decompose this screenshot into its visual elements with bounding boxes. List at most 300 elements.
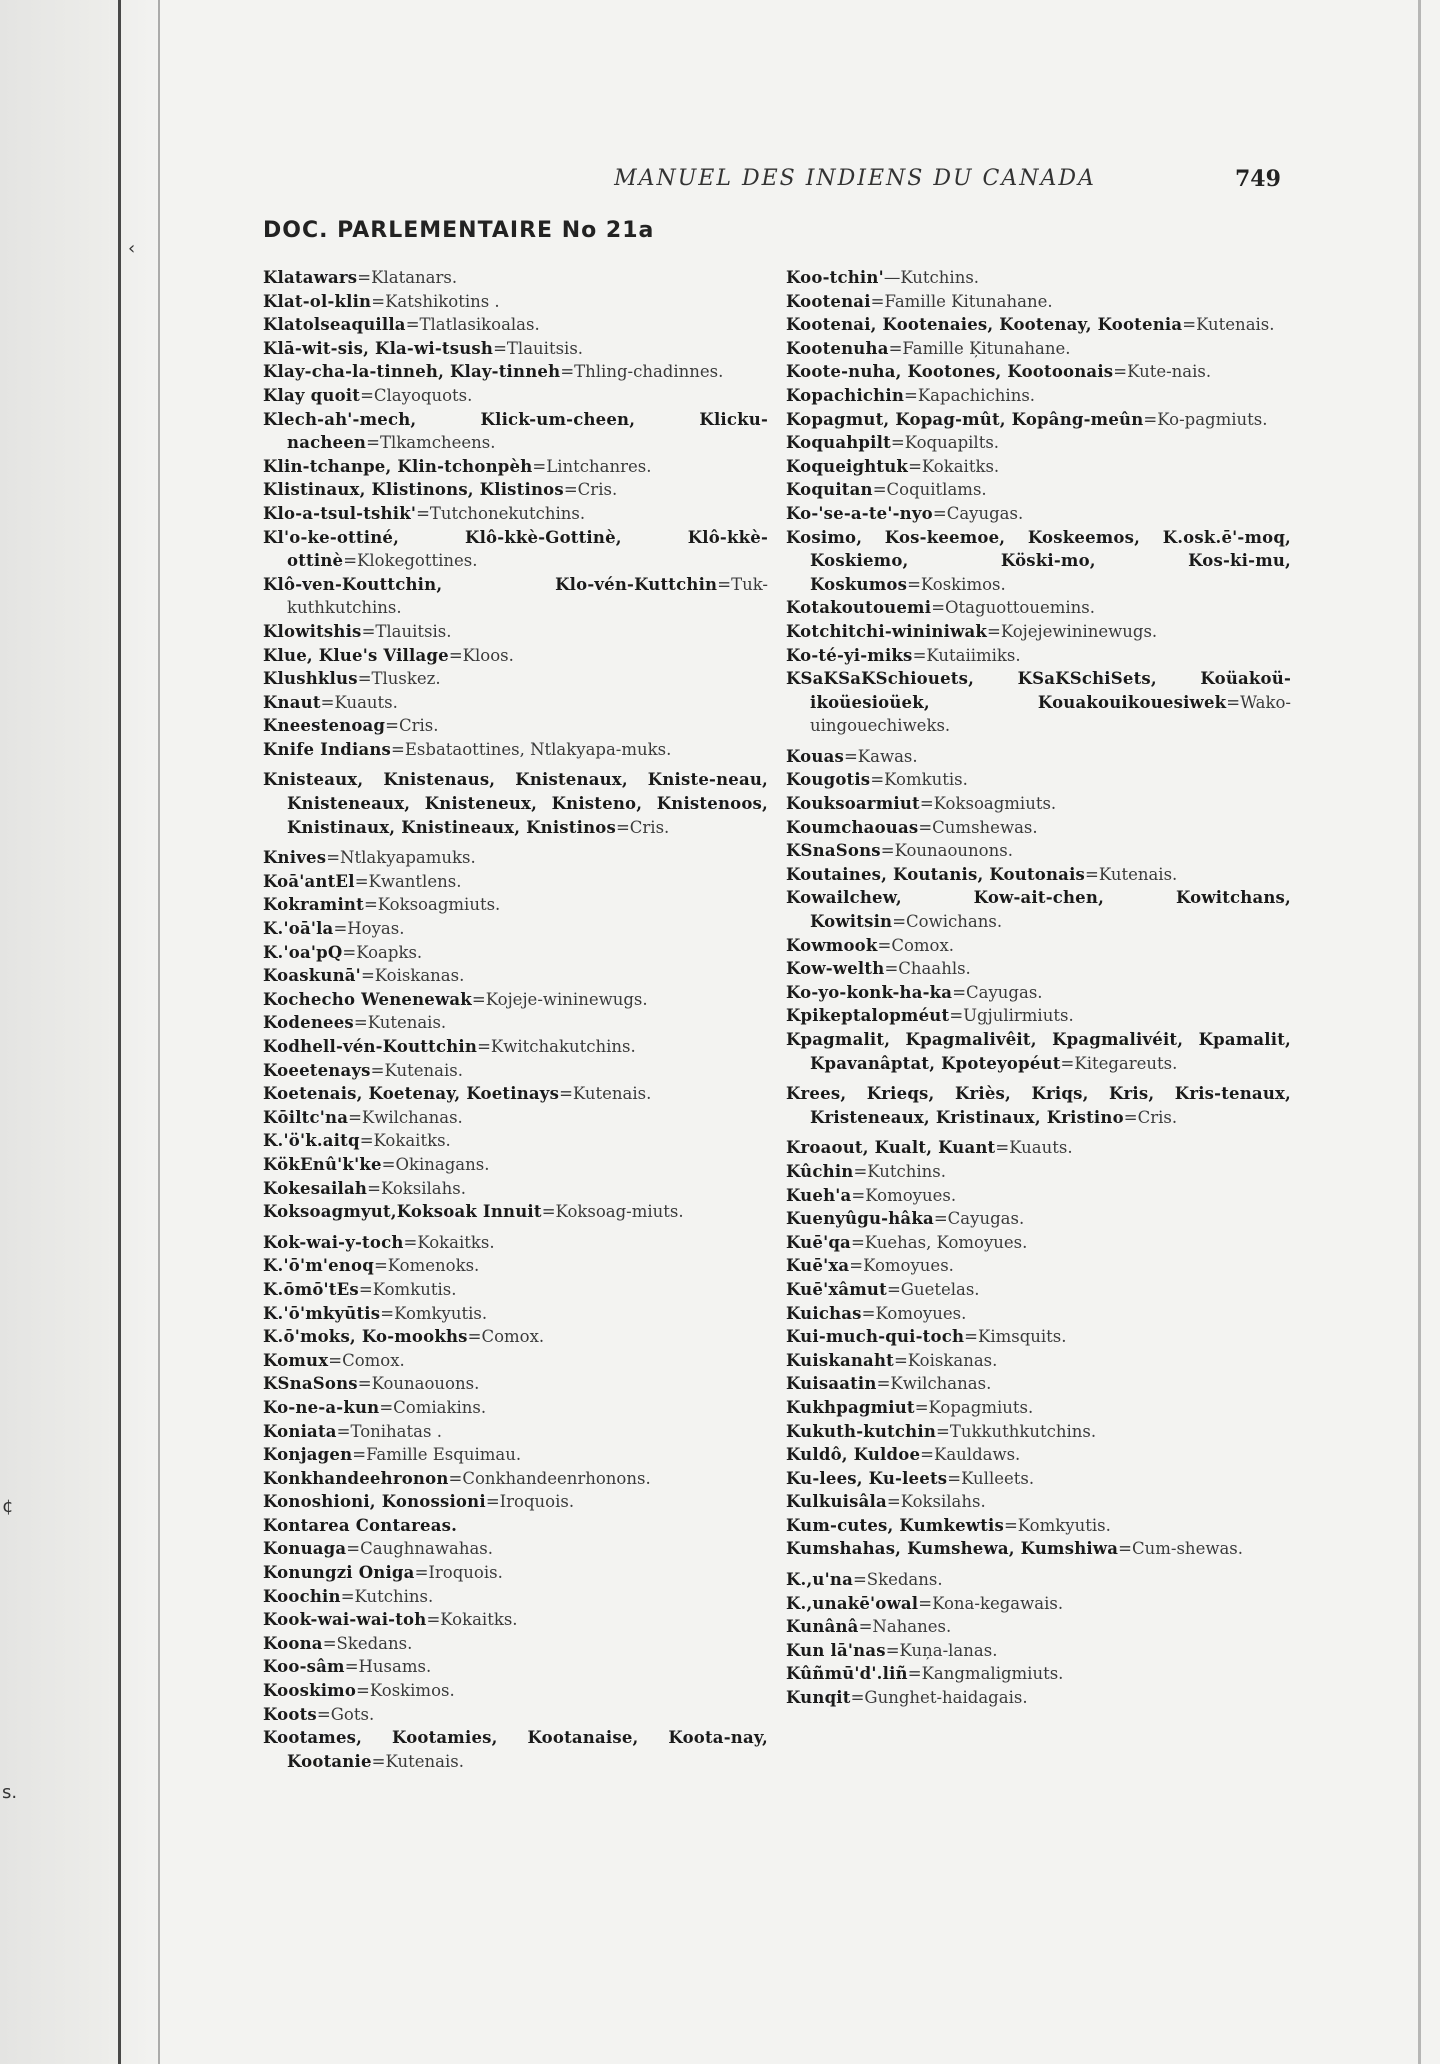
entry-reference: =Kutchins. xyxy=(340,1586,434,1606)
entry-reference: =Katshikotins . xyxy=(371,291,500,311)
entry-reference: =Kwilchanas. xyxy=(876,1374,992,1394)
entry-reference: =Kauldaws. xyxy=(920,1445,1021,1465)
index-entry xyxy=(263,988,768,1012)
index-entry xyxy=(263,1177,768,1201)
entry-reference: =Kutenais. xyxy=(353,1013,447,1033)
entry-headword: Koetenais, Koetenay, Koetinays xyxy=(263,1084,560,1104)
index-entry xyxy=(786,1160,1291,1184)
index-entry xyxy=(263,1608,768,1632)
entry-reference: =Comox. xyxy=(877,935,955,955)
index-entry xyxy=(786,1686,1291,1710)
entry-headword: Kum-cutes, Kumkewtis xyxy=(786,1515,1004,1535)
entry-headword: Koniata xyxy=(263,1421,337,1441)
index-entry xyxy=(263,620,768,644)
index-entry xyxy=(786,1082,1291,1129)
index-entry xyxy=(263,714,768,738)
index-entry xyxy=(786,667,1291,738)
entry-reference: =Chaahls. xyxy=(884,959,971,979)
index-entry xyxy=(263,1059,768,1083)
entry-reference: =Cowichans. xyxy=(892,912,1003,932)
index-entry xyxy=(786,313,1291,337)
entry-headword: Klushklus xyxy=(263,669,358,689)
entry-reference: =Cayugas. xyxy=(952,982,1043,1002)
index-entry xyxy=(786,1420,1291,1444)
index-entry xyxy=(263,1082,768,1106)
entry-reference: =Kuauts. xyxy=(995,1138,1073,1158)
entry-headword: K.'ō'm'enoq xyxy=(263,1256,374,1276)
index-entry xyxy=(263,337,768,361)
entry-reference: =Gunghet-haidagais. xyxy=(850,1688,1028,1708)
entry-headword: Kotchitchi-wininiwak xyxy=(786,621,988,641)
index-entry xyxy=(786,1231,1291,1255)
entry-reference: =Okinagans. xyxy=(381,1154,490,1174)
entry-reference: =Tukkuthkutchins. xyxy=(936,1421,1097,1441)
entry-reference: =Tlauitsis. xyxy=(493,338,584,358)
entry-headword: Kootenai, Kootenaies, Kootenay, Kootenia xyxy=(786,315,1183,335)
index-entry xyxy=(263,1420,768,1444)
running-head: MANUEL DES INDIENS DU CANADA xyxy=(614,166,1096,191)
index-entry xyxy=(786,792,1291,816)
entry-headword: Ko-yo-konk-ha-ka xyxy=(786,982,953,1002)
index-entry xyxy=(263,870,768,894)
index-entry xyxy=(263,502,768,526)
entry-reference: =Kounaounons. xyxy=(880,841,1013,861)
entry-headword: Koqueightuk xyxy=(786,456,909,476)
index-entry xyxy=(263,313,768,337)
entry-reference: =Comox. xyxy=(328,1350,405,1370)
index-entry xyxy=(263,1372,768,1396)
index-entry xyxy=(786,502,1291,526)
entry-reference: =Husams. xyxy=(344,1657,432,1677)
entry-reference: =Kojejewininewugs. xyxy=(987,621,1158,641)
index-entry xyxy=(263,691,768,715)
entry-headword: Kunqit xyxy=(786,1688,851,1708)
entry-headword: Klue, Klue's Village xyxy=(263,645,449,665)
index-entry xyxy=(263,526,768,573)
index-entry xyxy=(786,1592,1291,1616)
entry-reference: =Kutenais. xyxy=(559,1084,652,1104)
entry-headword: K.ō'moks, Ko-mookhs xyxy=(263,1327,468,1347)
entry-reference: =Cris. xyxy=(563,480,618,500)
entry-reference: =Kona-kegawais. xyxy=(918,1593,1064,1613)
entry-headword: Kootames, Kootamies, Kootanaise, Koota-nay, Kootanie xyxy=(263,1728,768,1771)
index-entry xyxy=(786,1302,1291,1326)
entry-headword: Knaut xyxy=(263,692,321,712)
entry-reference: =Kawas. xyxy=(843,746,918,766)
entry-headword: Kumshahas, Kumshewa, Kumshiwa xyxy=(786,1539,1119,1559)
index-entry xyxy=(786,1372,1291,1396)
entry-headword: Koo-sâm xyxy=(263,1657,345,1677)
entry-reference: =Kutenais. xyxy=(370,1060,463,1080)
entry-reference: =Kwantlens. xyxy=(354,871,462,891)
entry-reference: =Cayugas. xyxy=(933,1209,1025,1229)
entry-headword: Kueh'a xyxy=(786,1185,852,1205)
entry-reference: =Klokegottines. xyxy=(343,551,478,571)
entry-reference: =Kutchins. xyxy=(853,1161,947,1181)
entry-reference: =Koapks. xyxy=(342,942,423,962)
index-entry xyxy=(786,1490,1291,1514)
entry-headword: Kukuth-kutchin xyxy=(786,1421,937,1441)
entry-reference: =Famille Kitunahane. xyxy=(870,291,1053,311)
entry-reference: =Lintchanres. xyxy=(532,456,652,476)
index-entry xyxy=(786,1467,1291,1491)
entry-headword: Koochin xyxy=(263,1586,341,1606)
entry-reference: =Komkyutis. xyxy=(380,1303,488,1323)
entry-headword: K.,unakē'owal xyxy=(786,1593,919,1613)
index-entry xyxy=(786,1568,1291,1592)
index-entry xyxy=(786,455,1291,479)
index-entry xyxy=(786,337,1291,361)
entry-reference: =Kitegareuts. xyxy=(1060,1053,1178,1073)
index-entry xyxy=(263,384,768,408)
entry-headword: Kook-wai-wai-toh xyxy=(263,1610,427,1630)
index-entry xyxy=(786,360,1291,384)
entry-reference: =Thling-chadinnes. xyxy=(560,362,724,382)
entry-headword: Koots xyxy=(263,1704,317,1724)
entry-headword: Krees, Krieqs, Kriès, Kriqs, Kris, Kris-tenaux, Kristeneaux, Kristinaux, Kristino xyxy=(786,1084,1291,1127)
entry-headword: Knife Indians xyxy=(263,739,392,759)
entry-headword: Klowitshis xyxy=(263,621,362,641)
entry-reference: =Famille Esquimau. xyxy=(352,1445,522,1465)
index-entry xyxy=(263,266,768,290)
entry-headword: K.'oā'la xyxy=(263,919,334,939)
entry-headword: K.ōmō'tEs xyxy=(263,1279,359,1299)
entry-headword: Koumchaouas xyxy=(786,817,919,837)
entry-headword: Konjagen xyxy=(263,1445,353,1465)
entry-reference: =Koiskanas. xyxy=(893,1350,998,1370)
entry-reference: =Clayoquots. xyxy=(360,385,473,405)
document-label: DOC. PARLEMENTAIRE No 21a xyxy=(263,218,655,243)
entry-headword: Kuiskanaht xyxy=(786,1350,894,1370)
index-entry xyxy=(263,1011,768,1035)
index-entry xyxy=(263,1129,768,1153)
index-entry xyxy=(263,1200,768,1224)
index-entry xyxy=(263,964,768,988)
entry-reference: =Nahanes. xyxy=(858,1617,952,1637)
index-entry xyxy=(263,1325,768,1349)
entry-headword: Kun lā'nas xyxy=(786,1640,886,1660)
index-entry xyxy=(263,768,768,839)
entry-reference: =Kutaiimiks. xyxy=(912,645,1021,665)
entry-reference: =Ko-pagmiuts. xyxy=(1143,409,1268,429)
entry-headword: K.'ō'mkyūtis xyxy=(263,1303,381,1323)
entry-reference: =Komoyues. xyxy=(849,1256,954,1276)
entry-reference: =Klatanars. xyxy=(357,268,458,287)
entry-headword: Kûñmū'd'.liñ xyxy=(786,1664,908,1684)
page-number: 749 xyxy=(1235,166,1281,192)
entry-reference: =Ugjulirmiuts. xyxy=(949,1006,1074,1026)
entry-reference: =Koskimos. xyxy=(907,574,1006,594)
entry-headword: Ko-'se-a-te'-nyo xyxy=(786,503,933,523)
entry-reference: =Hoyas. xyxy=(333,919,405,939)
entry-headword: Kouas xyxy=(786,746,844,766)
entry-reference: =Koksilahs. xyxy=(367,1178,466,1198)
index-entry xyxy=(786,839,1291,863)
entry-reference: =Otaguottouemins. xyxy=(931,598,1095,618)
index-entry xyxy=(786,1662,1291,1686)
entry-headword: Ko-té-yi-miks xyxy=(786,645,913,665)
entry-reference: =Kimsquits. xyxy=(964,1327,1067,1347)
index-entry xyxy=(263,1632,768,1656)
entry-headword: Knisteaux, Knistenaus, Knistenaux, Kniste-neau, Knisteneaux, Knisteneux, Knisteno, Knistenoos, Knistinaux, Knistineaux, Knistinos xyxy=(263,770,768,837)
entry-headword: KSnaSons xyxy=(786,841,881,861)
entry-headword: Kooskimo xyxy=(263,1681,357,1701)
entry-reference: =Koksoagmiuts. xyxy=(363,895,501,915)
entry-reference: =Skedans. xyxy=(322,1633,413,1653)
entry-headword: K.'ö'k.aitq xyxy=(263,1131,360,1151)
entry-headword: Klatolseaquilla xyxy=(263,315,406,335)
entry-headword: Kuichas xyxy=(786,1303,862,1323)
entry-headword: Kukhpagmiut xyxy=(786,1397,915,1417)
entry-reference: =Caughnawahas. xyxy=(346,1539,494,1559)
index-entry xyxy=(786,1349,1291,1373)
entry-reference: =Kokaitks. xyxy=(908,456,1000,476)
entry-headword: Kootenai xyxy=(786,291,871,311)
index-entry xyxy=(263,893,768,917)
entry-headword: Ku-lees, Ku-leets xyxy=(786,1468,948,1488)
entry-headword: Kodhell-vén-Kouttchin xyxy=(263,1037,478,1056)
entry-reference: =Kangmaligmiuts. xyxy=(907,1664,1064,1684)
entry-reference: =Tonihatas . xyxy=(336,1421,442,1441)
entry-headword: Koote-nuha, Kootones, Kootoonais xyxy=(786,362,1114,382)
entry-headword: Kochecho Wenenewak xyxy=(263,989,472,1009)
index-entry xyxy=(786,1443,1291,1467)
index-entry xyxy=(263,1655,768,1679)
entry-reference: =Tuk-kuthkutchins. xyxy=(287,574,768,618)
entry-reference: =Kwitchakutchins. xyxy=(477,1037,636,1056)
index-entry xyxy=(786,1278,1291,1302)
entry-headword: Kuē'xâmut xyxy=(786,1279,887,1299)
index-entry xyxy=(263,455,768,479)
entry-headword: Koaskunā' xyxy=(263,966,361,986)
entry-headword: Klin-tchanpe, Klin-tchonpèh xyxy=(263,456,533,476)
index-entry xyxy=(786,408,1291,432)
entry-reference: =Kokaitks. xyxy=(426,1610,518,1630)
entry-headword: Koksoagmyut,Koksoak Innuit xyxy=(263,1202,542,1222)
entry-reference: =Ntlakyapamuks. xyxy=(326,848,476,868)
index-entry xyxy=(786,1254,1291,1278)
entry-reference: =Gots. xyxy=(316,1704,375,1724)
index-entry xyxy=(786,816,1291,840)
entry-reference: =Koiskanas. xyxy=(360,966,465,986)
entry-headword: K.,u'na xyxy=(786,1570,853,1590)
entry-reference: =Kwilchanas. xyxy=(348,1107,463,1127)
entry-reference: =Komkutis. xyxy=(358,1279,457,1299)
index-entry xyxy=(786,1184,1291,1208)
page-right-edge xyxy=(1418,0,1421,2064)
left-page-margin xyxy=(0,0,160,2064)
index-entry xyxy=(786,596,1291,620)
index-entry xyxy=(263,1490,768,1514)
entry-headword: Koeetenays xyxy=(263,1060,371,1080)
entry-reference: =Iroquois. xyxy=(485,1492,575,1512)
entry-headword: Konkhandeehronon xyxy=(263,1468,449,1488)
entry-headword: Kpagmalit, Kpagmalivêit, Kpagmalivéit, Kpamalit, Kpavanâptat, Kpoteyopéut xyxy=(786,1030,1291,1073)
index-entry xyxy=(786,384,1291,408)
margin-mark: s. xyxy=(2,1782,18,1803)
index-entry xyxy=(786,934,1291,958)
entry-headword: Kootenuha xyxy=(786,338,889,358)
index-entry xyxy=(786,1207,1291,1231)
index-entry xyxy=(263,1561,768,1585)
entry-reference: —Kutchins. xyxy=(883,268,980,287)
index-entry xyxy=(786,478,1291,502)
entry-headword: Konungzi Oniga xyxy=(263,1563,415,1583)
entry-reference: =Cum-shewas. xyxy=(1118,1539,1244,1559)
index-entry xyxy=(786,266,1291,290)
entry-headword: Kontarea Contareas. xyxy=(263,1515,458,1535)
index-entry xyxy=(263,1153,768,1177)
index-entry xyxy=(786,745,1291,769)
index-entry xyxy=(263,1467,768,1491)
index-entry xyxy=(263,917,768,941)
index-entry xyxy=(263,408,768,455)
entry-headword: Kpikeptalopméut xyxy=(786,1006,950,1026)
entry-reference: =Kapachichins. xyxy=(904,385,1036,405)
entry-headword: Kouksoarmiut xyxy=(786,794,920,814)
index-entry xyxy=(786,1537,1291,1561)
index-entry xyxy=(263,1726,768,1773)
entry-reference: =Komoyues. xyxy=(861,1303,967,1323)
index-entry xyxy=(263,1231,768,1255)
entry-reference: =Kutenais. xyxy=(1182,315,1275,335)
entry-reference: =Skedans. xyxy=(852,1570,943,1590)
entry-reference: =Kuehas, Komoyues. xyxy=(850,1232,1028,1252)
entry-headword: Klatawars xyxy=(263,268,358,287)
index-entry xyxy=(263,1537,768,1561)
entry-headword: Klā-wit-sis, Kla-wi-tsush xyxy=(263,338,494,358)
index-entry xyxy=(263,360,768,384)
entry-headword: Kl'o-ke-ottiné, Klô-kkè-Gottinè, Klô-kkè-ottinè xyxy=(263,527,768,571)
entry-headword: Komux xyxy=(263,1350,329,1370)
entry-reference: =Wako-uingouechiweks. xyxy=(810,692,1291,736)
index-entry xyxy=(786,1514,1291,1538)
index-entry xyxy=(263,1443,768,1467)
index-entry xyxy=(786,1639,1291,1663)
index-entry xyxy=(786,886,1291,933)
entry-reference: =Kutenais. xyxy=(371,1751,464,1771)
entry-headword: Koutaines, Koutanis, Koutonais xyxy=(786,864,1086,884)
entry-reference: =Koksoag-miuts. xyxy=(541,1202,684,1222)
entry-reference: =Conkhandeenrhonons. xyxy=(448,1468,651,1488)
index-entry xyxy=(263,1396,768,1420)
index-entry xyxy=(786,981,1291,1005)
entry-headword: Kuldô, Kuldoe xyxy=(786,1445,921,1465)
entry-headword: Kotakoutouemi xyxy=(786,598,932,618)
entry-reference: =Cris. xyxy=(1123,1107,1178,1127)
entry-headword: Kroaout, Kualt, Kuant xyxy=(786,1138,996,1158)
entry-reference: =Kounaouons. xyxy=(357,1374,480,1394)
entry-headword: Kunânâ xyxy=(786,1617,859,1637)
entry-reference: =Koksilahs. xyxy=(886,1492,986,1512)
entry-headword: Kok-wai-y-toch xyxy=(263,1232,404,1252)
index-entry xyxy=(786,644,1291,668)
entry-headword: Klat-ol-klin xyxy=(263,291,372,311)
entry-headword: Klo-a-tsul-tshik' xyxy=(263,503,417,523)
index-entry xyxy=(263,644,768,668)
index-entry xyxy=(786,1615,1291,1639)
index-entry xyxy=(263,1585,768,1609)
entry-reference: =Esbataottines, Ntlakyapa-muks. xyxy=(391,739,672,759)
entry-reference: =Kokaitks. xyxy=(403,1232,495,1252)
index-entry xyxy=(786,526,1291,597)
entry-headword: Kuisaatin xyxy=(786,1374,877,1394)
index-entry xyxy=(263,1679,768,1703)
margin-mark: ‹ xyxy=(128,238,136,259)
entry-headword: KSaKSaKSchiouets, KSaKSchiSets, Koüakoü-ikoüesioüek, Kouakouikouesiwek xyxy=(786,669,1291,712)
index-entry xyxy=(786,957,1291,981)
entry-headword: Kōiltc'na xyxy=(263,1107,349,1127)
entry-headword: Kow-welth xyxy=(786,959,885,979)
entry-reference: =Kopagmiuts. xyxy=(914,1397,1034,1417)
entry-reference: =Komenoks. xyxy=(373,1256,480,1276)
index-entry xyxy=(263,1035,768,1059)
right-column xyxy=(786,266,1291,1710)
entry-headword: KSnaSons xyxy=(263,1374,358,1394)
entry-reference: =Koksoagmiuts. xyxy=(919,794,1057,814)
index-entry xyxy=(786,1325,1291,1349)
entry-headword: Kowailchew, Kow-ait-chen, Kowitchans, Kowitsin xyxy=(786,888,1291,932)
entry-reference: =Comox. xyxy=(467,1327,545,1347)
entry-reference: =Tutchonekutchins. xyxy=(416,503,586,523)
entry-headword: Kneestenoag xyxy=(263,716,386,736)
index-entry xyxy=(263,290,768,314)
entry-headword: Klech-ah'-mech, Klick-um-cheen, Klicku-nacheen xyxy=(263,409,768,453)
entry-headword: Knives xyxy=(263,848,327,868)
entry-reference: =Kute-nais. xyxy=(1113,362,1212,382)
entry-reference: =Coquitlams. xyxy=(872,480,987,500)
index-entry xyxy=(263,941,768,965)
entry-reference: =Kuņa-lanas. xyxy=(885,1640,998,1660)
index-entry xyxy=(786,1396,1291,1420)
index-entry xyxy=(263,1278,768,1302)
entry-reference: =Guetelas. xyxy=(886,1279,980,1299)
entry-reference: =Comiakins. xyxy=(379,1397,487,1417)
entry-reference: =Komkyutis. xyxy=(1003,1515,1111,1535)
entry-reference: =Komkutis. xyxy=(870,770,968,790)
entry-reference: =Iroquois. xyxy=(414,1563,503,1583)
entry-headword: Kuē'xa xyxy=(786,1256,850,1276)
index-entry xyxy=(786,863,1291,887)
entry-reference: =Cumshewas. xyxy=(918,817,1038,837)
entry-headword: Kuenyûgu-hâka xyxy=(786,1209,934,1229)
entry-headword: Kulkuisâla xyxy=(786,1492,887,1512)
entry-headword: Kopagmut, Kopag-mût, Kopâng-meûn xyxy=(786,409,1144,429)
entry-headword: Koona xyxy=(263,1633,323,1653)
index-entry xyxy=(263,667,768,691)
entry-reference: =Famille Ķitunahane. xyxy=(888,338,1071,358)
index-entry xyxy=(786,1136,1291,1160)
entry-reference: =Komoyues. xyxy=(851,1185,957,1205)
left-column xyxy=(263,266,768,1773)
entry-headword: Koā'antEl xyxy=(263,871,355,891)
entry-reference: =Kloos. xyxy=(448,645,514,665)
entry-headword: Kokramint xyxy=(263,895,364,915)
entry-headword: Kuē'qa xyxy=(786,1232,851,1252)
index-entry xyxy=(786,620,1291,644)
index-entry xyxy=(263,1349,768,1373)
entry-headword: Kûchin xyxy=(786,1161,854,1181)
entry-reference: =Cayugas. xyxy=(932,503,1024,523)
entry-headword: Koquitan xyxy=(786,480,873,500)
entry-headword: Klistinaux, Klistinons, Klistinos xyxy=(263,480,564,500)
entry-reference: =Cris. xyxy=(385,716,439,736)
entry-headword: Koquahpilt xyxy=(786,433,891,453)
entry-headword: K.'oa'pQ xyxy=(263,942,343,962)
entry-headword: Kokesailah xyxy=(263,1178,368,1198)
entry-headword: Koo-tchin' xyxy=(786,268,884,287)
entry-headword: Kui-much-qui-toch xyxy=(786,1327,965,1347)
